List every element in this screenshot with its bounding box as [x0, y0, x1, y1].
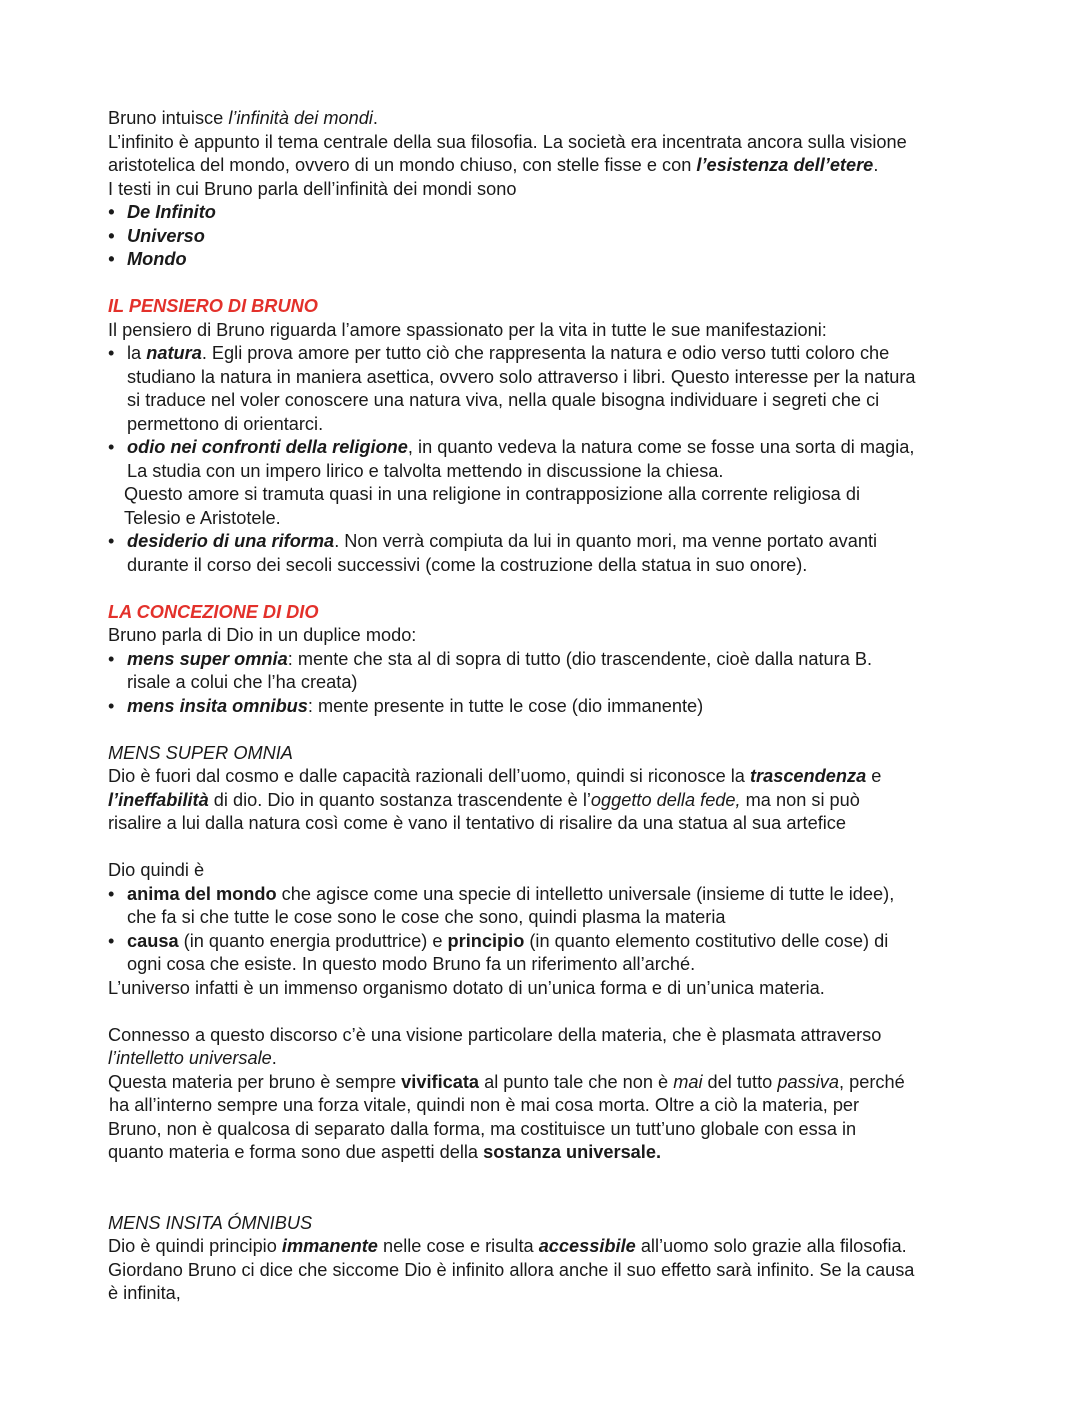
- text: permettono di orientarci.: [127, 413, 324, 434]
- document-body: [108, 107, 1008, 1306]
- paragraph: [108, 789, 1008, 813]
- text: .: [873, 155, 879, 175]
- emphasis: oggetto della fede,: [590, 789, 741, 810]
- emphasis: principio: [447, 930, 525, 951]
- text: Bruno intuisce: [108, 108, 229, 128]
- text: aristotelica del mondo, ovvero di un mondo chiuso, con stelle fisse e con: [108, 155, 697, 175]
- books-list: [108, 201, 1008, 272]
- text: durante il corso dei secoli successivi (come la costruzione della statua in suo onore).: [127, 554, 808, 575]
- emphasis: mens super omnia: [127, 648, 288, 669]
- paragraph: [108, 765, 1008, 789]
- emphasis: mens insita omnibus: [127, 695, 308, 716]
- list-item: • Universo: [108, 225, 1008, 249]
- emphasis: trascendenza: [749, 766, 867, 786]
- paragraph: ha all’interno sempre una forza vitale, quindi non è mai cosa morta. Oltre a ciò la materia, per: [109, 1095, 860, 1115]
- paragraph: Il pensiero di Bruno riguarda l’amore spassionato per la vita in tutte le sue manifestazioni:: [108, 319, 827, 340]
- emphasis: immanente: [281, 1236, 378, 1256]
- paragraph: Bruno, non è qualcosa di separato dalla forma, ma costituisce un tutt’uno globale con essa in: [108, 1118, 857, 1139]
- text: (in quanto elemento costitutivo delle cose) di: [524, 930, 889, 951]
- intro-line: I testi in cui Bruno parla dell’infinità dei mondi sono: [108, 178, 517, 199]
- paragraph: Telesio e Aristotele.: [124, 507, 281, 528]
- emphasis: mai: [673, 1071, 703, 1092]
- text: . Non verrà compiuta da lui in quanto mori, ma venne portato avanti: [334, 531, 878, 551]
- emphasis: accessibile: [538, 1236, 636, 1256]
- text: ma non si può: [740, 789, 860, 810]
- text: si traduce nel voler conoscere una natura viva, nella quale bisogna individuare i segreti che ci: [127, 390, 880, 410]
- text: La studia con un impero lirico e talvolta mettendo in discussione la chiesa.: [127, 460, 724, 481]
- emphasis: passiva: [777, 1071, 839, 1092]
- paragraph: [108, 1235, 1008, 1259]
- emphasis: l’ineffabilità: [108, 789, 209, 810]
- text: Dio è quindi principio: [108, 1236, 282, 1256]
- text: che agisce come una specie di intelletto universale (insieme di tutte le idee),: [276, 883, 895, 904]
- subsection-heading: MENS INSITA ÓMNIBUS: [108, 1212, 313, 1233]
- emphasis: anima del mondo: [127, 883, 277, 904]
- list-item: [108, 648, 1008, 695]
- text: di dio. Dio in quanto sostanza trascendente è l’: [208, 789, 591, 810]
- concezione-list: [108, 648, 1008, 719]
- text: quanto materia e forma sono due aspetti della: [108, 1142, 484, 1162]
- emphasis: desiderio di una riforma: [127, 531, 335, 551]
- text: risale a colui che l’ha creata): [127, 672, 358, 692]
- paragraph: [108, 1071, 1008, 1095]
- emphasis: vivificata: [401, 1071, 480, 1092]
- paragraph: [108, 1141, 1008, 1165]
- list-item: [108, 930, 1008, 977]
- text: la: [127, 343, 147, 363]
- text: e: [866, 766, 882, 786]
- paragraph: è infinita,: [108, 1283, 181, 1303]
- text: al punto tale che non è: [479, 1071, 674, 1092]
- text: : mente che sta al di sopra di tutto (dio trascendente, cioè dalla natura B.: [287, 648, 873, 669]
- text: all’uomo solo grazie alla filosofia.: [635, 1236, 907, 1256]
- paragraph: risalire a lui dalla natura così come è vano il tentativo di risalire da una statua al sua artefice: [108, 813, 846, 833]
- subsection-heading: MENS SUPER OMNIA: [108, 742, 293, 763]
- emphasis: natura: [146, 343, 202, 363]
- list-item: • Mondo: [108, 248, 1008, 272]
- list-item: [108, 436, 1008, 483]
- emphasis: l’esistenza dell’etere: [696, 155, 874, 175]
- text: : mente presente in tutte le cose (dio immanente): [307, 695, 704, 716]
- list-item: • De Infinito: [108, 201, 1008, 225]
- pensiero-list-2: [108, 530, 1008, 577]
- paragraph: L’universo infatti è un immenso organismo dotato di un’unica forma e di un’unica materia.: [108, 977, 825, 998]
- emphasis: sostanza universale.: [483, 1142, 662, 1162]
- text: , perché: [839, 1071, 905, 1092]
- paragraph: Giordano Bruno ci dice che siccome Dio è infinito allora anche il suo effetto sarà infinito. Se la causa: [108, 1259, 915, 1280]
- text: Questa materia per bruno è sempre: [108, 1071, 402, 1092]
- paragraph: Bruno parla di Dio in un duplice modo:: [108, 625, 417, 645]
- text: nelle cose e risulta: [377, 1236, 539, 1256]
- intro-line: [108, 154, 1008, 178]
- emphasis: l’infinità dei mondi: [228, 108, 373, 128]
- list-item: [108, 883, 1008, 930]
- text: che fa si che tutte le cose sono le cose che sono, quindi plasma la materia: [127, 907, 726, 927]
- text: , in quanto vedeva la natura come se fosse una sorta di magia,: [407, 437, 915, 457]
- paragraph: Dio quindi è: [108, 860, 205, 880]
- emphasis: odio nei confronti della religione: [127, 437, 408, 457]
- text: Dio è fuori dal cosmo e dalle capacità razionali dell’uomo, quindi si riconosce la: [108, 766, 750, 786]
- text: . Egli prova amore per tutto ciò che rappresenta la natura e odio verso tutti coloro che: [201, 343, 890, 363]
- text: studiano la natura in maniera asettica, ovvero solo attraverso i libri. Questo interesse per la natura: [127, 366, 916, 387]
- text: (in quanto energia produttrice) e: [178, 930, 448, 951]
- text: .: [271, 1048, 277, 1068]
- text: .: [372, 108, 378, 128]
- list-item: [108, 530, 1008, 577]
- paragraph: Connesso a questo discorso c’è una visione particolare della materia, che è plasmata attraverso: [108, 1024, 882, 1045]
- pensiero-list: [108, 342, 1008, 483]
- emphasis: causa: [127, 930, 179, 951]
- paragraph: [108, 1047, 1008, 1071]
- intro-line: L’infinito è appunto il tema centrale della sua filosofia. La società era incentrata ancora sulla visione: [108, 131, 907, 152]
- dio-list: [108, 883, 1008, 977]
- intro-line: [108, 107, 1008, 131]
- section-heading: IL PENSIERO DI BRUNO: [108, 296, 318, 316]
- list-item: [108, 342, 1008, 436]
- paragraph: Questo amore si tramuta quasi in una religione in contrapposizione alla corrente religiosa di: [124, 484, 860, 504]
- section-heading: LA CONCEZIONE DI DIO: [108, 601, 319, 622]
- list-item: [108, 695, 1008, 719]
- emphasis: l’intelletto universale: [108, 1048, 272, 1068]
- text: ogni cosa che esiste. In questo modo Bruno fa un riferimento all’arché.: [127, 954, 696, 974]
- text: del tutto: [702, 1071, 778, 1092]
